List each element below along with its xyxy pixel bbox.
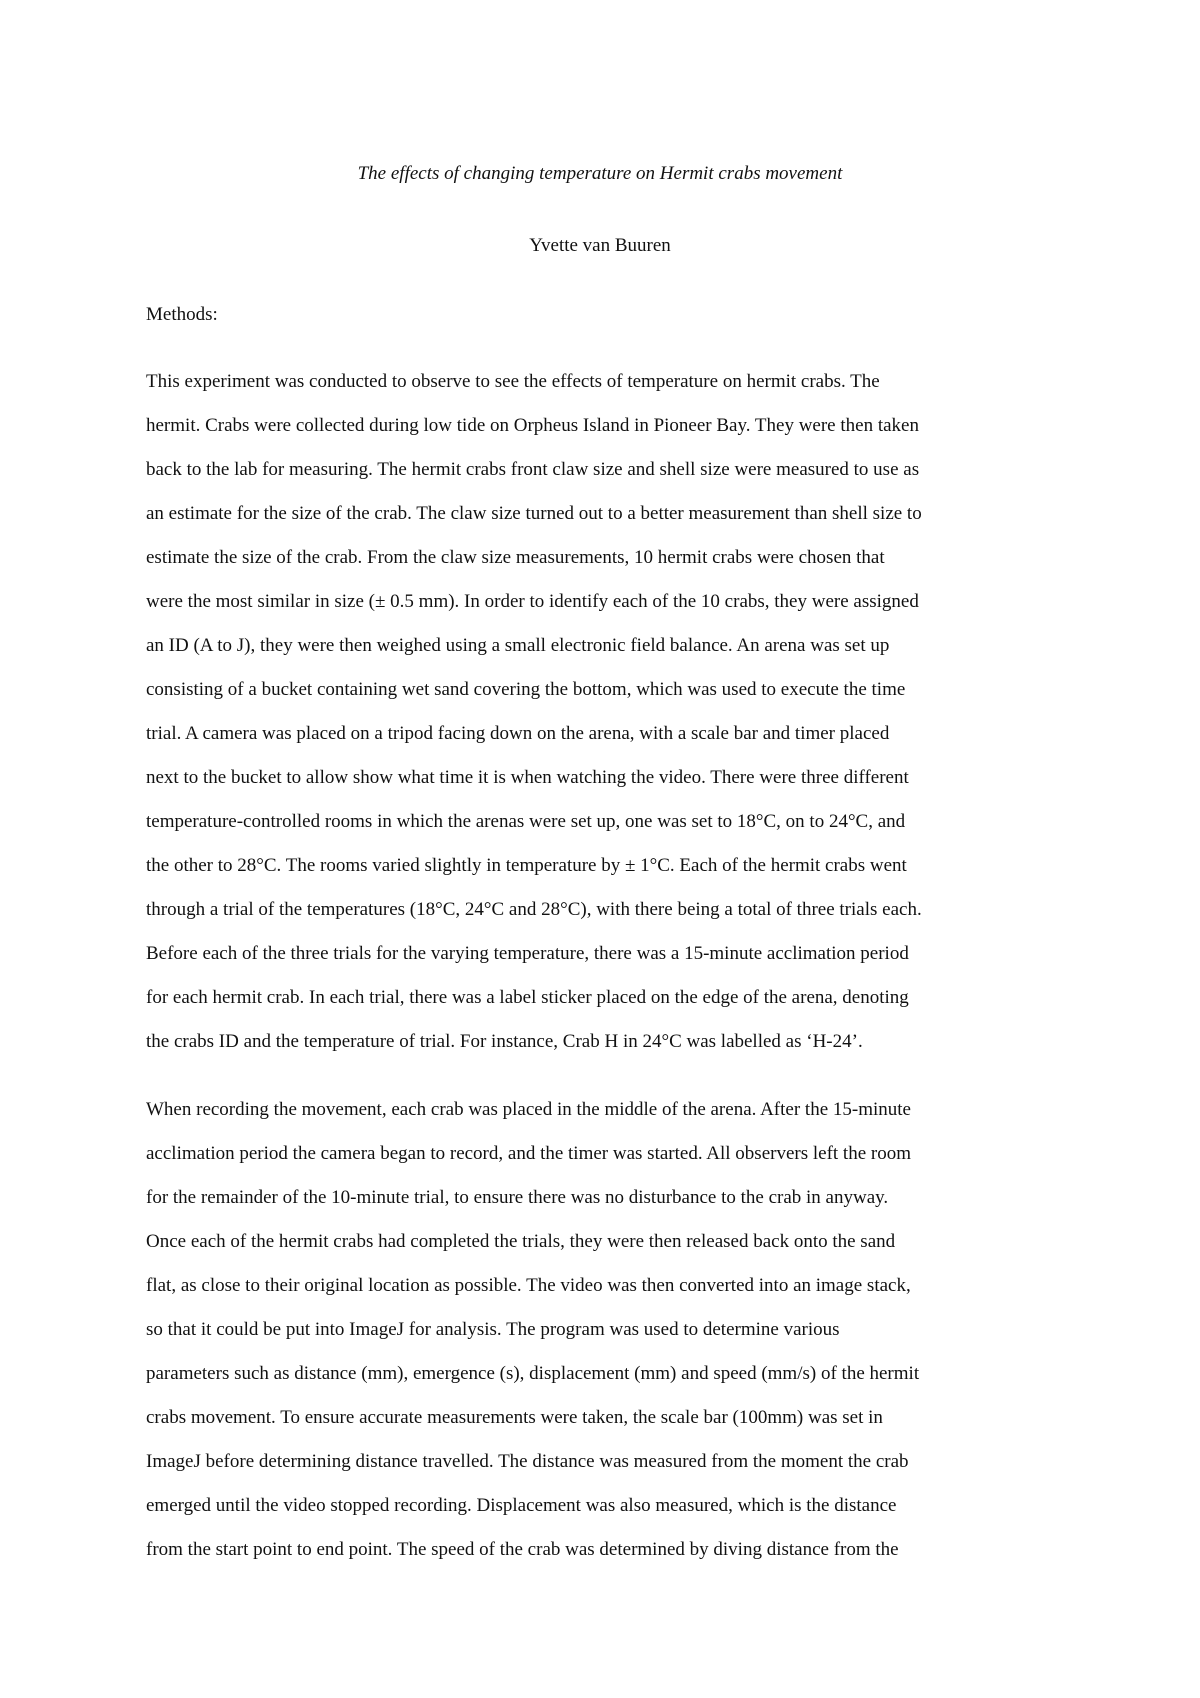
paragraph-methods-2 — [146, 1098, 1058, 1582]
text-line: consisting of a bucket containing wet sand covering the bottom, which was used to execute the time — [146, 679, 906, 700]
text-line: estimate the size of the crab. From the claw size measurements, 10 hermit crabs were chosen that — [146, 547, 885, 568]
text-line: flat, as close to their original location as possible. The video was then converted into an image stack, — [146, 1275, 911, 1296]
text-line: When recording the movement, each crab was placed in the middle of the arena. After the 15-minute — [146, 1099, 911, 1120]
text-line: hermit. Crabs were collected during low tide on Orpheus Island in Pioneer Bay. They were then taken — [146, 415, 919, 436]
text-line: through a trial of the temperatures (18°C, 24°C and 28°C), with there being a total of three trials each. — [146, 899, 922, 920]
text-line: the other to 28°C. The rooms varied slightly in temperature by ± 1°C. Each of the hermit crabs went — [146, 855, 907, 876]
text-line: back to the lab for measuring. The hermit crabs front claw size and shell size were measured to use as — [146, 459, 920, 480]
text-line: emerged until the video stopped recording. Displacement was also measured, which is the distance — [146, 1495, 897, 1516]
text-line: an ID (A to J), they were then weighed using a small electronic field balance. An arena was set up — [146, 635, 890, 656]
text-line: an estimate for the size of the crab. The claw size turned out to a better measurement than shell size to — [146, 503, 922, 524]
text-line: for each hermit crab. In each trial, there was a label sticker placed on the edge of the arena, denoting — [146, 987, 909, 1008]
document-author: Yvette van Buuren — [529, 235, 671, 256]
text-line: ImageJ before determining distance travelled. The distance was measured from the moment the crab — [146, 1451, 909, 1472]
text-line: trial. A camera was placed on a tripod facing down on the arena, with a scale bar and timer placed — [146, 723, 890, 744]
text-line: so that it could be put into ImageJ for analysis. The program was used to determine various — [146, 1319, 840, 1340]
text-line: were the most similar in size (± 0.5 mm). In order to identify each of the 10 crabs, they were assigned — [146, 591, 919, 612]
text-line: temperature-controlled rooms in which the arenas were set up, one was set to 18°C, on to 24°C, and — [146, 811, 906, 832]
section-heading-methods: Methods: — [146, 304, 218, 325]
text-line: for the remainder of the 10-minute trial, to ensure there was no disturbance to the crab in anyway. — [146, 1187, 889, 1208]
text-line: acclimation period the camera began to record, and the timer was started. All observers left the room — [146, 1143, 911, 1164]
text-line: Once each of the hermit crabs had completed the trials, they were then released back onto the sand — [146, 1231, 896, 1252]
text-line: parameters such as distance (mm), emergence (s), displacement (mm) and speed (mm/s) of the hermit — [146, 1363, 920, 1384]
text-line: from the start point to end point. The speed of the crab was determined by diving distance from the — [146, 1539, 899, 1560]
paragraph-methods-1 — [146, 370, 1058, 1074]
document-title: The effects of changing temperature on Hermit crabs movement — [357, 163, 843, 184]
text-line: the crabs ID and the temperature of trial. For instance, Crab H in 24°C was labelled as ‘H-24’. — [146, 1031, 863, 1052]
text-line: next to the bucket to allow show what time it is when watching the video. There were three different — [146, 767, 909, 788]
text-line: This experiment was conducted to observe to see the effects of temperature on hermit crabs. The — [146, 371, 880, 392]
text-line: Before each of the three trials for the varying temperature, there was a 15-minute acclimation period — [146, 943, 909, 964]
text-line: crabs movement. To ensure accurate measurements were taken, the scale bar (100mm) was set in — [146, 1407, 883, 1428]
